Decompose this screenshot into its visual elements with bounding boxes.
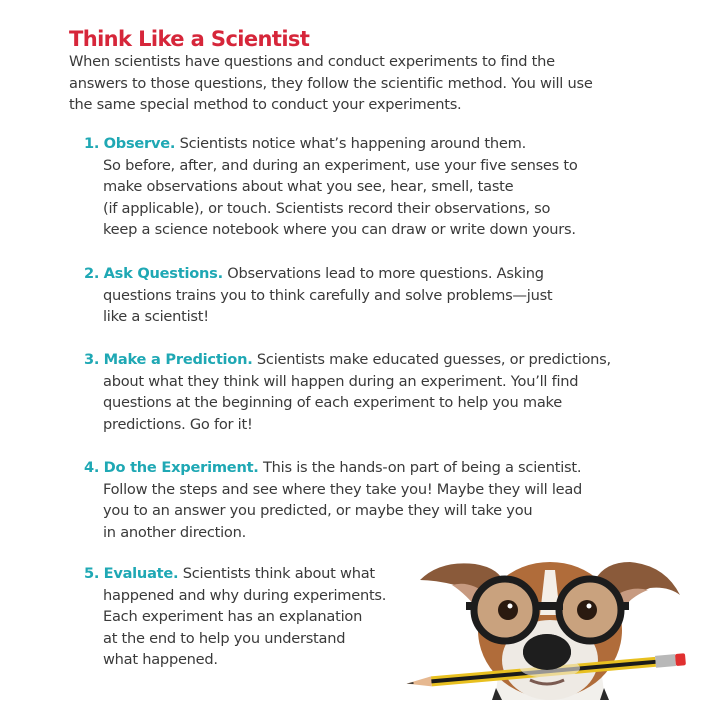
step-text: So before, after, and during an experiment, use your five senses to (103, 156, 578, 174)
step-ask-questions (84, 263, 552, 328)
step-number: 2. (84, 265, 100, 282)
step-text: predictions. Go for it! (103, 415, 253, 433)
step-text: Scientists think about what (178, 565, 375, 582)
step-text: make observations about what you see, hear, smell, taste (103, 178, 514, 196)
step-observe (84, 133, 578, 241)
step-heading: Ask Questions. (103, 265, 223, 282)
step-do-experiment (84, 457, 582, 543)
step-text: This is the hands-on part of being a scientist. (258, 459, 582, 476)
step-text: Scientists make educated guesses, or predictions, (252, 351, 611, 368)
step-text: you to an answer you predicted, or maybe they will take you (103, 502, 533, 520)
step-number: 4. (84, 459, 100, 476)
step-number: 5. (84, 565, 100, 582)
step-text: Observations lead to more questions. Asking (222, 265, 544, 282)
intro-line: the same special method to conduct your experiments. (69, 96, 462, 114)
step-text: what happened. (103, 651, 218, 669)
step-text: Follow the steps and see where they take you! Maybe they will lead (103, 480, 583, 498)
step-heading: Evaluate. (103, 565, 179, 582)
step-number: 3. (84, 351, 100, 368)
step-text: in another direction. (103, 523, 246, 541)
step-make-prediction (84, 349, 611, 435)
step-number: 1. (84, 135, 100, 152)
intro-line: When scientists have questions and conduct experiments to find the (69, 53, 555, 70)
step-text: happened and why during experiments. (103, 586, 387, 604)
step-text: Each experiment has an explanation (103, 608, 363, 626)
step-text: keep a science notebook where you can draw or write down yours. (103, 221, 576, 239)
step-heading: Make a Prediction. (103, 351, 253, 368)
step-text: at the end to help you understand (103, 629, 346, 647)
dog-with-glasses-and-pencil-icon (400, 540, 701, 700)
page-title: Think Like a Scientist (69, 27, 310, 51)
step-text: questions trains you to think carefully and solve problems—just (103, 286, 553, 304)
step-text: questions at the beginning of each experiment to help you make (103, 394, 562, 412)
step-evaluate (84, 563, 386, 671)
intro-line: answers to those questions, they follow the scientific method. You will use (69, 74, 593, 92)
step-heading: Observe. (103, 135, 176, 152)
intro-paragraph (69, 51, 639, 116)
step-text: Scientists notice what’s happening around them. (175, 135, 526, 152)
step-text: like a scientist! (103, 308, 209, 326)
step-heading: Do the Experiment. (103, 459, 259, 476)
step-text: about what they think will happen during an experiment. You’ll find (103, 372, 579, 390)
step-text: (if applicable), or touch. Scientists record their observations, so (103, 199, 551, 217)
